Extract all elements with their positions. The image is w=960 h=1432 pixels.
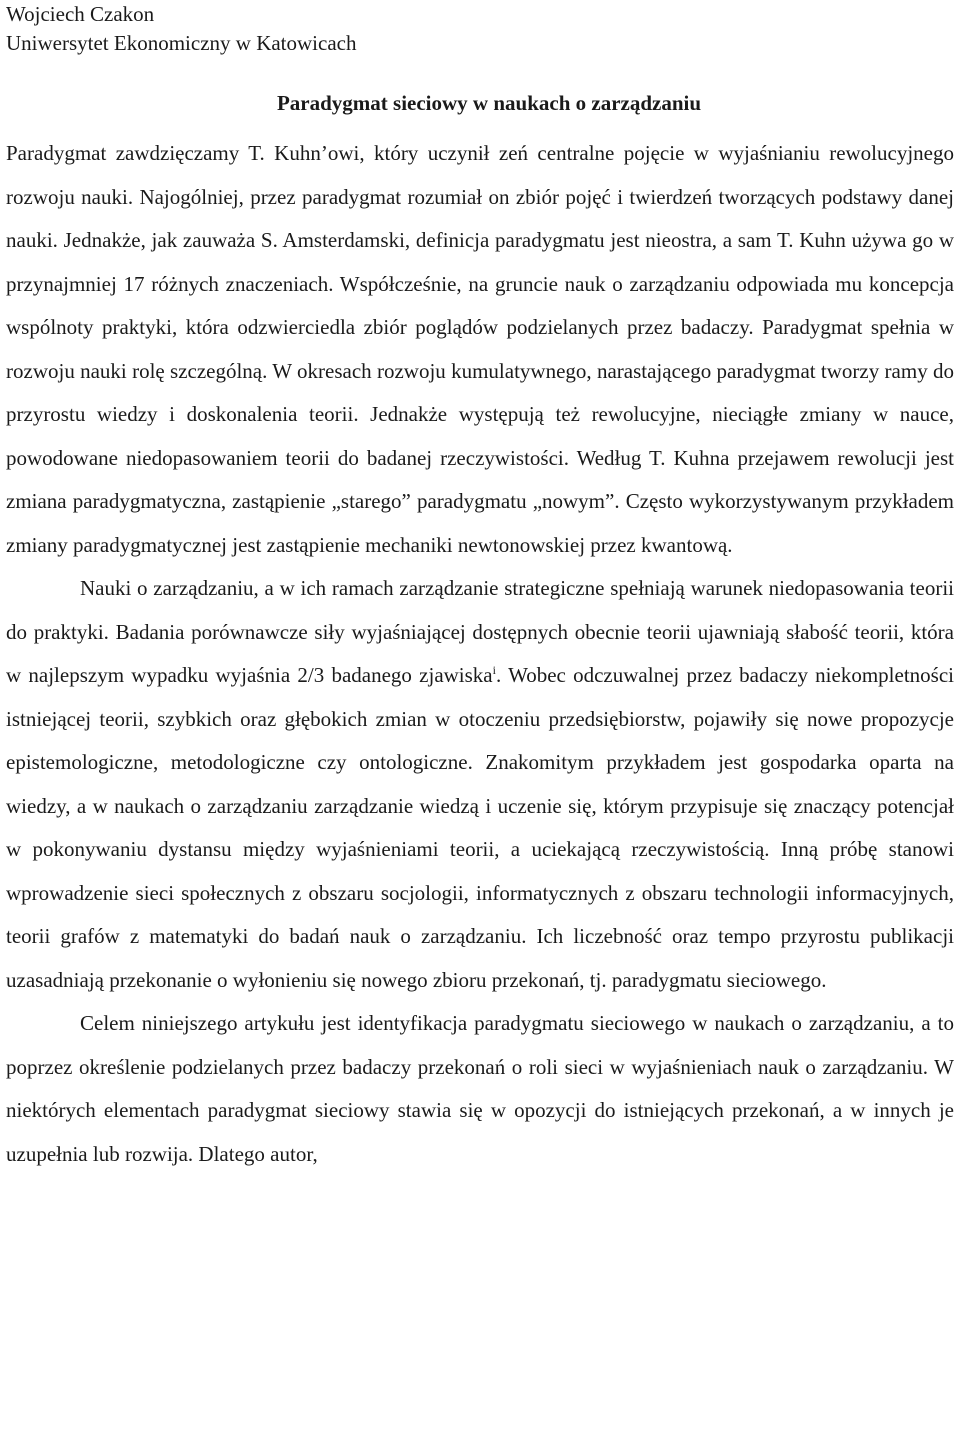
author-name: Wojciech Czakon <box>6 2 155 26</box>
paragraph-2-text-a: Nauki o zarządzaniu, a w ich ramach zarządzanie strategiczne spełniają warunek niedopasowania teorii do praktyki. Badania porównawcze siły wyjaśniającej dostępnych obecnie teorii ujawniają słabość teorii, która w najlepszym wypadku wyjaśnia 2/3 badanego zjawiska <box>6 576 954 687</box>
author-affiliation: Uniwersytet Ekonomiczny w Katowicach <box>6 31 357 55</box>
paragraph-1: Paradygmat zawdzięczamy T. Kuhn’owi, który uczynił zeń centralne pojęcie w wyjaśnianiu rewolucyjnego rozwoju nauki. Najogólniej, przez paradygmat rozumiał on zbiór pojęć i twierdzeń tworzących podstawy danej nauki. Jednakże, jak zauważa S. Amsterdamski, definicja paradygmatu jest nieostra, a sam T. Kuhn używa go w przynajmniej 17 różnych znaczeniach. Współcześnie, na gruncie nauk o zarządzaniu odpowiada mu koncepcja wspólnoty praktyki, która odzwierciedla zbiór poglądów podzielanych przez badaczy. Paradygmat spełnia w rozwoju nauki rolę szczególną. W okresach rozwoju kumulatywnego, narastającego paradygmat tworzy ramy do przyrostu wiedzy i doskonalenia teorii. Jednakże występują też rewolucyjne, nieciągłe zmiany w nauce, powodowane niedopasowaniem teorii do badanej rzeczywistości. Według T. Kuhna przejawem rewolucji jest zmiana paradygmatyczna, zastąpienie „starego” paradygmatu „nowym”. Często wykorzystywanym przykładem zmiany paradygmatycznej jest zastąpienie mechaniki newtonowskiej przez kwantową. <box>6 141 954 557</box>
paragraph-2 <box>6 567 954 1002</box>
article-title: Paradygmat sieciowy w naukach o zarządzaniu <box>276 91 702 115</box>
footnote-marker[interactable]: i <box>492 663 496 677</box>
paragraph-2-text-b: . Wobec odczuwalnej przez badaczy niekompletności istniejącej teorii, szybkich oraz głębokich zmian w otoczeniu przedsiębiorstw, pojawiły się nowe propozycje epistemologiczne, metodologiczne czy ontologiczne. Znakomitym przykładem jest gospodarka oparta na wiedzy, a w naukach o zarządzaniu zarządzanie wiedzą i uczenie się, którym przypisuje się znaczący potencjał w pokonywaniu dystansu między wyjaśnieniami teorii, a uciekającą rzeczywistością. Inną próbę stanowi wprowadzenie sieci społecznych z obszaru socjologii, informatycznych z obszaru technologii informacyjnych, teorii grafów z matematyki do badań nauk o zarządzaniu. Ich liczebność oraz tempo przyrostu publikacji uzasadniają przekonanie o wyłonieniu się nowego zbioru przekonań, tj. paradygmatu sieciowego. <box>6 663 954 992</box>
paragraph-3: Celem niniejszego artykułu jest identyfikacja paradygmatu sieciowego w naukach o zarządzaniu, a to poprzez określenie podzielanych przez badaczy przekonań o roli sieci w wyjaśnieniach nauk o zarządzaniu. W niektórych elementach paradygmat sieciowy stawia się w opozycji do istniejących przekonań, a w innych je uzupełnia lub rozwija. Dlatego autor, <box>6 1011 954 1166</box>
